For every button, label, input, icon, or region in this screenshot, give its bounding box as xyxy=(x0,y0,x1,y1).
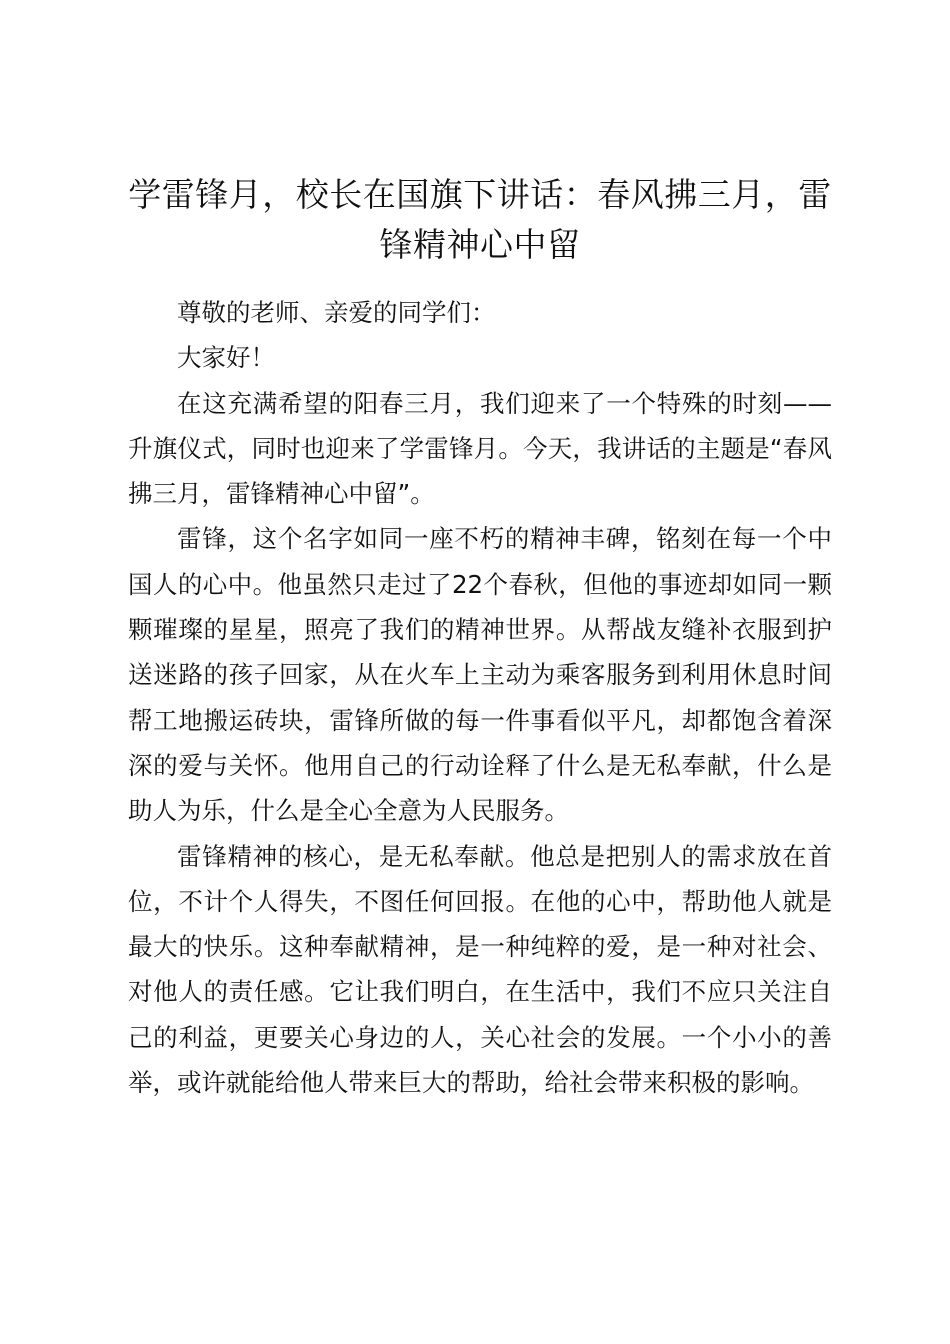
salutation-paragraph: 尊敬的老师、亲爱的同学们： xyxy=(177,298,496,327)
body-paragraph: 雷锋精神的核心，是无私奉献。他总是把别人的需求放在首位，不计个人得失，不图任何回报。在他的心中，帮助他人就是最大的快乐。这种奉献精神，是一种纯粹的爱，是一种对社会、对他人的责任感。它让我们明白，在生活中，我们不应只关注自己的利益，更要关心身边的人，关心社会的发展。一个小小的善举，或许就能给他人带来巨大的帮助，给社会带来积极的影响。 xyxy=(128,841,832,1098)
body-paragraph: 雷锋，这个名字如同一座不朽的精神丰碑，铭刻在每一个中国人的心中。他虽然只走过了22个春秋，但他的事迹却如同一颗颗璀璨的星星，照亮了我们的精神世界。从帮战友缝补衣服到护送迷路的孩子回家，从在火车上主动为乘客服务到利用休息时间帮工地搬运砖块，雷锋所做的每一件事看似平凡，却都饱含着深深的爱与关怀。他用自己的行动诠释了什么是无私奉献，什么是助人为乐，什么是全心全意为人民服务。 xyxy=(128,524,832,826)
document-title: 学雷锋月，校长在国旗下讲话：春风拂三月，雷锋精神心中留 xyxy=(128,175,832,264)
document-page xyxy=(128,170,832,1105)
body-paragraph: 在这充满希望的阳春三月，我们迎来了一个特殊的时刻——升旗仪式，同时也迎来了学雷锋月。今天，我讲话的主题是“春风拂三月，雷锋精神心中留”。 xyxy=(128,388,832,509)
greeting-paragraph: 大家好！ xyxy=(177,343,275,373)
